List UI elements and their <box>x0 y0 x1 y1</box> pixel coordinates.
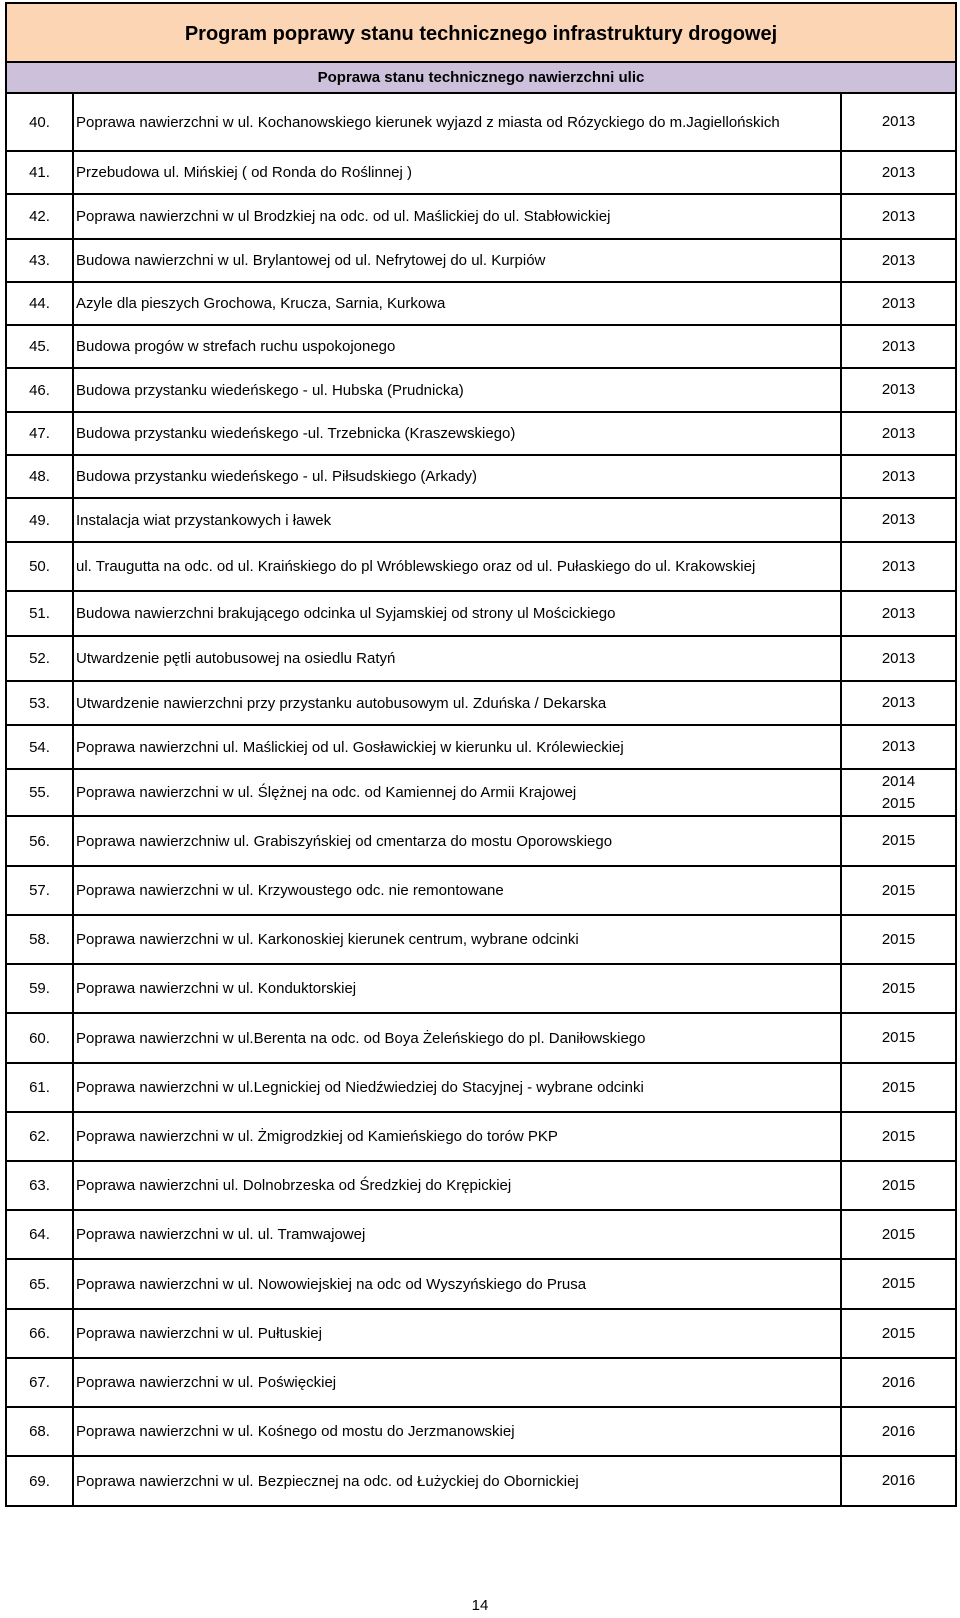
row-description: Poprawa nawierzchni w ul.Legnickiej od Niedźwiedziej do Stacyjnej - wybrane odcinki <box>73 1063 841 1112</box>
row-description: Poprawa nawierzchni w ul. ul. Tramwajowej <box>73 1210 841 1259</box>
table-row <box>6 1407 956 1456</box>
row-number: 40. <box>6 93 73 151</box>
year-value: 2015 <box>881 1176 916 1194</box>
year-value: 2013 <box>881 511 916 528</box>
row-description: Budowa przystanku wiedeńskego -ul. Trzebnicka (Kraszewskiego) <box>73 412 841 455</box>
row-number: 50. <box>6 542 73 591</box>
row-number: 59. <box>6 964 73 1013</box>
year-value: 2013 <box>881 251 916 269</box>
row-description: Budowa progów w strefach ruchu uspokojonego <box>73 325 841 368</box>
row-number: 69. <box>6 1456 73 1506</box>
year-value: 2016 <box>881 1472 916 1489</box>
page-number: 14 <box>471 1597 489 1614</box>
row-year <box>841 368 956 412</box>
row-description: Budowa przystanku wiedeńskego - ul. Hubska (Prudnicka) <box>73 368 841 412</box>
table-title-row <box>6 3 956 62</box>
table-subtitle: Poprawa stanu technicznego nawierzchni ulic <box>6 62 956 93</box>
row-description: Budowa nawierzchni brakującego odcinka ul Syjamskiej od strony ul Mościckiego <box>73 591 841 636</box>
row-year <box>841 1112 956 1161</box>
row-number: 52. <box>6 636 73 681</box>
table-row <box>6 194 956 239</box>
table-row <box>6 1358 956 1407</box>
row-description: Budowa przystanku wiedeńskego - ul. Piłsudskiego (Arkady) <box>73 455 841 498</box>
row-number: 49. <box>6 498 73 542</box>
year-value: 2013 <box>881 694 916 711</box>
table-row <box>6 282 956 325</box>
year-value: 2013 <box>881 381 916 398</box>
year-value: 2013 <box>881 163 916 181</box>
row-year <box>841 325 956 368</box>
year-value: 2015 <box>881 1029 916 1046</box>
row-number: 58. <box>6 915 73 964</box>
table-row <box>6 866 956 915</box>
row-description: Azyle dla pieszych Grochowa, Krucza, Sarnia, Kurkowa <box>73 282 841 325</box>
row-number: 47. <box>6 412 73 455</box>
table-row <box>6 1063 956 1112</box>
row-year <box>841 1407 956 1456</box>
table-row <box>6 915 956 964</box>
row-number: 60. <box>6 1013 73 1063</box>
table-row <box>6 498 956 542</box>
year-value: 2013 <box>881 604 916 622</box>
year-value: 2013 <box>881 337 916 355</box>
row-year <box>841 681 956 725</box>
table-row <box>6 93 956 151</box>
table-row <box>6 1112 956 1161</box>
row-year <box>841 636 956 681</box>
row-description: Poprawa nawierzchni w ul. Karkonoskiej kierunek centrum, wybrane odcinki <box>73 915 841 964</box>
row-number: 61. <box>6 1063 73 1112</box>
table-title: Program poprawy stanu technicznego infrastruktury drogowej <box>6 3 956 62</box>
row-number: 66. <box>6 1309 73 1358</box>
row-number: 54. <box>6 725 73 769</box>
table-row <box>6 412 956 455</box>
year-value: 2013 <box>881 424 916 442</box>
row-year <box>841 816 956 866</box>
row-number: 53. <box>6 681 73 725</box>
row-description: Poprawa nawierzchni w ul. Nowowiejskiej na odc od Wyszyńskiego do Prusa <box>73 1259 841 1309</box>
row-description: Budowa nawierzchni w ul. Brylantowej od ul. Nefrytowej do ul. Kurpiów <box>73 239 841 282</box>
row-description: Przebudowa ul. Mińskiej ( od Ronda do Roślinnej ) <box>73 151 841 194</box>
row-number: 43. <box>6 239 73 282</box>
row-number: 64. <box>6 1210 73 1259</box>
row-number: 41. <box>6 151 73 194</box>
year-value: 2013 <box>881 294 916 312</box>
year-value: 2015 <box>881 1275 916 1292</box>
table-row <box>6 769 956 816</box>
row-year <box>841 1013 956 1063</box>
row-number: 51. <box>6 591 73 636</box>
row-year <box>841 498 956 542</box>
row-description: Poprawa nawierzchni w ul. Żmigrodzkiej od Kamieńskiego do torów PKP <box>73 1112 841 1161</box>
row-number: 65. <box>6 1259 73 1309</box>
row-year <box>841 964 956 1013</box>
row-number: 68. <box>6 1407 73 1456</box>
year-value: 2015 <box>881 1127 916 1145</box>
row-number: 44. <box>6 282 73 325</box>
row-year <box>841 1456 956 1506</box>
program-table <box>5 2 957 1507</box>
year-value: 2015 <box>881 1324 916 1342</box>
table-row <box>6 725 956 769</box>
row-description: Utwardzenie nawierzchni przy przystanku autobusowym ul. Zduńska / Dekarska <box>73 681 841 725</box>
year-value: 2015 <box>881 1078 916 1096</box>
year-value: 2015 <box>881 930 916 948</box>
table-row <box>6 1013 956 1063</box>
row-description: Poprawa nawierzchni w ul. Krzywoustego odc. nie remontowane <box>73 866 841 915</box>
row-year <box>841 455 956 498</box>
row-description: Poprawa nawierzchni w ul. Bezpiecznej na odc. od Łużyckiej do Obornickiej <box>73 1456 841 1506</box>
row-year <box>841 93 956 151</box>
year-value: 2016 <box>881 1422 916 1440</box>
year-value: 2015 <box>881 1225 916 1243</box>
table-row <box>6 1259 956 1309</box>
row-year <box>841 282 956 325</box>
row-description: Poprawa nawierzchni w ul. Poświęckiej <box>73 1358 841 1407</box>
row-year <box>841 239 956 282</box>
row-description: Poprawa nawierzchni w ul. Konduktorskiej <box>73 964 841 1013</box>
row-year <box>841 866 956 915</box>
row-number: 56. <box>6 816 73 866</box>
year-value: 2013 <box>881 738 916 755</box>
row-number: 67. <box>6 1358 73 1407</box>
year-value: 2013 <box>881 113 916 130</box>
year-value: 2013 <box>881 207 916 225</box>
row-year <box>841 1161 956 1210</box>
year-value: 2015 <box>881 979 916 997</box>
row-description: ul. Traugutta na odc. od ul. Kraińskiego do pl Wróblewskiego oraz od ul. Pułaskiego do ul. Krakowskiej <box>73 542 841 591</box>
table-row <box>6 636 956 681</box>
row-number: 63. <box>6 1161 73 1210</box>
year-value: 2013 <box>881 557 916 575</box>
row-year <box>841 1309 956 1358</box>
row-number: 45. <box>6 325 73 368</box>
row-description: Poprawa nawierzchni w ul. Kośnego od mostu do Jerzmanowskiej <box>73 1407 841 1456</box>
row-description: Poprawa nawierzchni ul. Dolnobrzeska od Średzkiej do Krępickiej <box>73 1161 841 1210</box>
row-description: Poprawa nawierzchni w ul Brodzkiej na odc. od ul. Maślickiej do ul. Stabłowickiej <box>73 194 841 239</box>
year-value: 2013 <box>881 467 916 485</box>
table-row <box>6 681 956 725</box>
year-value: 2014 <box>881 772 916 790</box>
table-row <box>6 325 956 368</box>
table-row <box>6 1456 956 1506</box>
year-value: 2015 <box>881 794 916 812</box>
row-description: Poprawa nawierzchni w ul. Kochanowskiego kierunek wyjazd z miasta od Rózyckiego do m.Jagiellońskich <box>73 93 841 151</box>
table-row <box>6 455 956 498</box>
year-value: 2015 <box>881 881 916 899</box>
row-year <box>841 1063 956 1112</box>
row-year <box>841 591 956 636</box>
row-description: Poprawa nawierzchni w ul.Berenta na odc. od Boya Żeleńskiego do pl. Daniłowskiego <box>73 1013 841 1063</box>
row-year <box>841 151 956 194</box>
table-subtitle-row <box>6 62 956 93</box>
table-row <box>6 239 956 282</box>
row-description: Poprawa nawierzchni ul. Maślickiej od ul. Gosławickiej w kierunku ul. Królewieckiej <box>73 725 841 769</box>
row-number: 48. <box>6 455 73 498</box>
row-description: Poprawa nawierzchniw ul. Grabiszyńskiej od cmentarza do mostu Oporowskiego <box>73 816 841 866</box>
document-sheet <box>5 2 955 1507</box>
row-number: 46. <box>6 368 73 412</box>
year-value: 2013 <box>881 649 916 667</box>
year-value: 2015 <box>881 832 916 849</box>
row-year <box>841 1358 956 1407</box>
table-row <box>6 1161 956 1210</box>
row-year <box>841 1210 956 1259</box>
row-year <box>841 542 956 591</box>
row-number: 42. <box>6 194 73 239</box>
row-number: 57. <box>6 866 73 915</box>
row-year <box>841 915 956 964</box>
table-row <box>6 591 956 636</box>
table-row <box>6 1210 956 1259</box>
row-description: Instalacja wiat przystankowych i ławek <box>73 498 841 542</box>
row-year <box>841 412 956 455</box>
table-row <box>6 151 956 194</box>
table-row <box>6 964 956 1013</box>
row-description: Utwardzenie pętli autobusowej na osiedlu Ratyń <box>73 636 841 681</box>
row-number: 55. <box>6 769 73 816</box>
table-row <box>6 1309 956 1358</box>
row-year <box>841 769 956 816</box>
table-row <box>6 368 956 412</box>
row-description: Poprawa nawierzchni w ul. Pułtuskiej <box>73 1309 841 1358</box>
row-year <box>841 725 956 769</box>
row-number: 62. <box>6 1112 73 1161</box>
table-row <box>6 542 956 591</box>
year-value: 2016 <box>881 1373 916 1391</box>
row-year <box>841 194 956 239</box>
row-description: Poprawa nawierzchni w ul. Ślężnej na odc. od Kamiennej do Armii Krajowej <box>73 769 841 816</box>
table-row <box>6 816 956 866</box>
row-year <box>841 1259 956 1309</box>
